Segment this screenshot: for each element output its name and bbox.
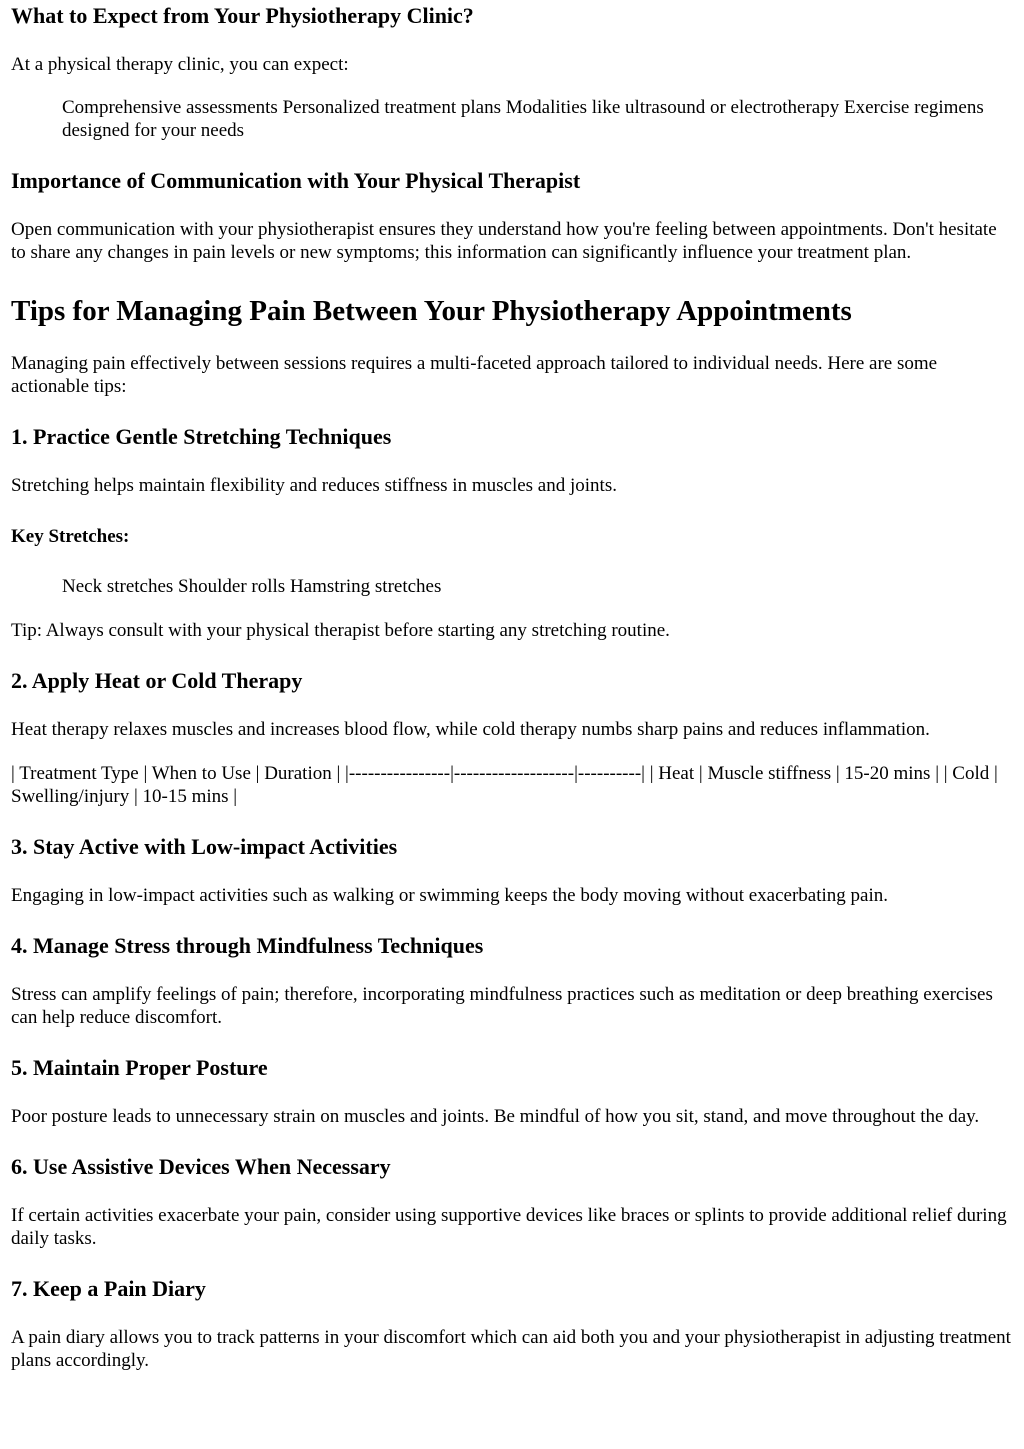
tip4-heading: 4. Manage Stress through Mindfulness Techniques (11, 933, 484, 958)
tip1-heading: 1. Practice Gentle Stretching Techniques (11, 424, 392, 449)
tip2-table-text: | Treatment Type | When to Use | Duration | |----------------|-------------------|----------| | Heat | Muscle stiffness | 15-20 mins | | Cold | Swelling/injury | 10-15 mins | (11, 763, 998, 807)
tip7-text: A pain diary allows you to track patterns in your discomfort which can aid both you and your physiotherapist in adjusting treatment plans accordingly. (11, 1327, 1011, 1371)
tip4-text: Stress can amplify feelings of pain; therefore, incorporating mindfulness practices such as meditation or deep breathing exercises can help reduce discomfort. (11, 984, 993, 1028)
communication-text: Open communication with your physiotherapist ensures they understand how you're feeling between appointments. Don't hesitate to share any changes in pain levels or new symptoms; this information can significantly influence your treatment plan. (11, 219, 997, 263)
tip7-heading: 7. Keep a Pain Diary (11, 1276, 206, 1301)
key-stretches-list: Neck stretches Shoulder rolls Hamstring stretches (62, 576, 442, 597)
tip1-text: Stretching helps maintain flexibility and reduces stiffness in muscles and joints. (11, 475, 617, 496)
tip6-text: If certain activities exacerbate your pain, consider using supportive devices like braces or splints to provide additional relief during daily tasks. (11, 1205, 1007, 1249)
tips-intro: Managing pain effectively between sessions requires a multi-faceted approach tailored to individual needs. Here are some actionable tips: (11, 353, 938, 397)
tip1-note: Tip: Always consult with your physical therapist before starting any stretching routine. (11, 620, 670, 641)
tip6-heading: 6. Use Assistive Devices When Necessary (11, 1154, 391, 1179)
tip2-text: Heat therapy relaxes muscles and increases blood flow, while cold therapy numbs sharp pains and reduces inflammation. (11, 719, 930, 740)
tip5-heading: 5. Maintain Proper Posture (11, 1055, 268, 1080)
expect-intro: At a physical therapy clinic, you can expect: (11, 54, 349, 75)
article-body (0, 3, 1024, 1372)
expect-heading: What to Expect from Your Physiotherapy Clinic? (11, 3, 474, 28)
tip3-text: Engaging in low-impact activities such as walking or swimming keeps the body moving without exacerbating pain. (11, 885, 888, 906)
tip3-heading: 3. Stay Active with Low-impact Activities (11, 834, 398, 859)
tips-heading: Tips for Managing Pain Between Your Physiotherapy Appointments (11, 295, 852, 327)
key-stretches-heading: Key Stretches: (11, 526, 130, 547)
communication-heading: Importance of Communication with Your Physical Therapist (11, 168, 581, 193)
tip2-heading: 2. Apply Heat or Cold Therapy (11, 668, 303, 693)
tip5-text: Poor posture leads to unnecessary strain on muscles and joints. Be mindful of how you sit, stand, and move throughout the day. (11, 1106, 980, 1127)
expect-list: Comprehensive assessments Personalized treatment plans Modalities like ultrasound or electrotherapy Exercise regimens designed for your needs (62, 97, 984, 141)
